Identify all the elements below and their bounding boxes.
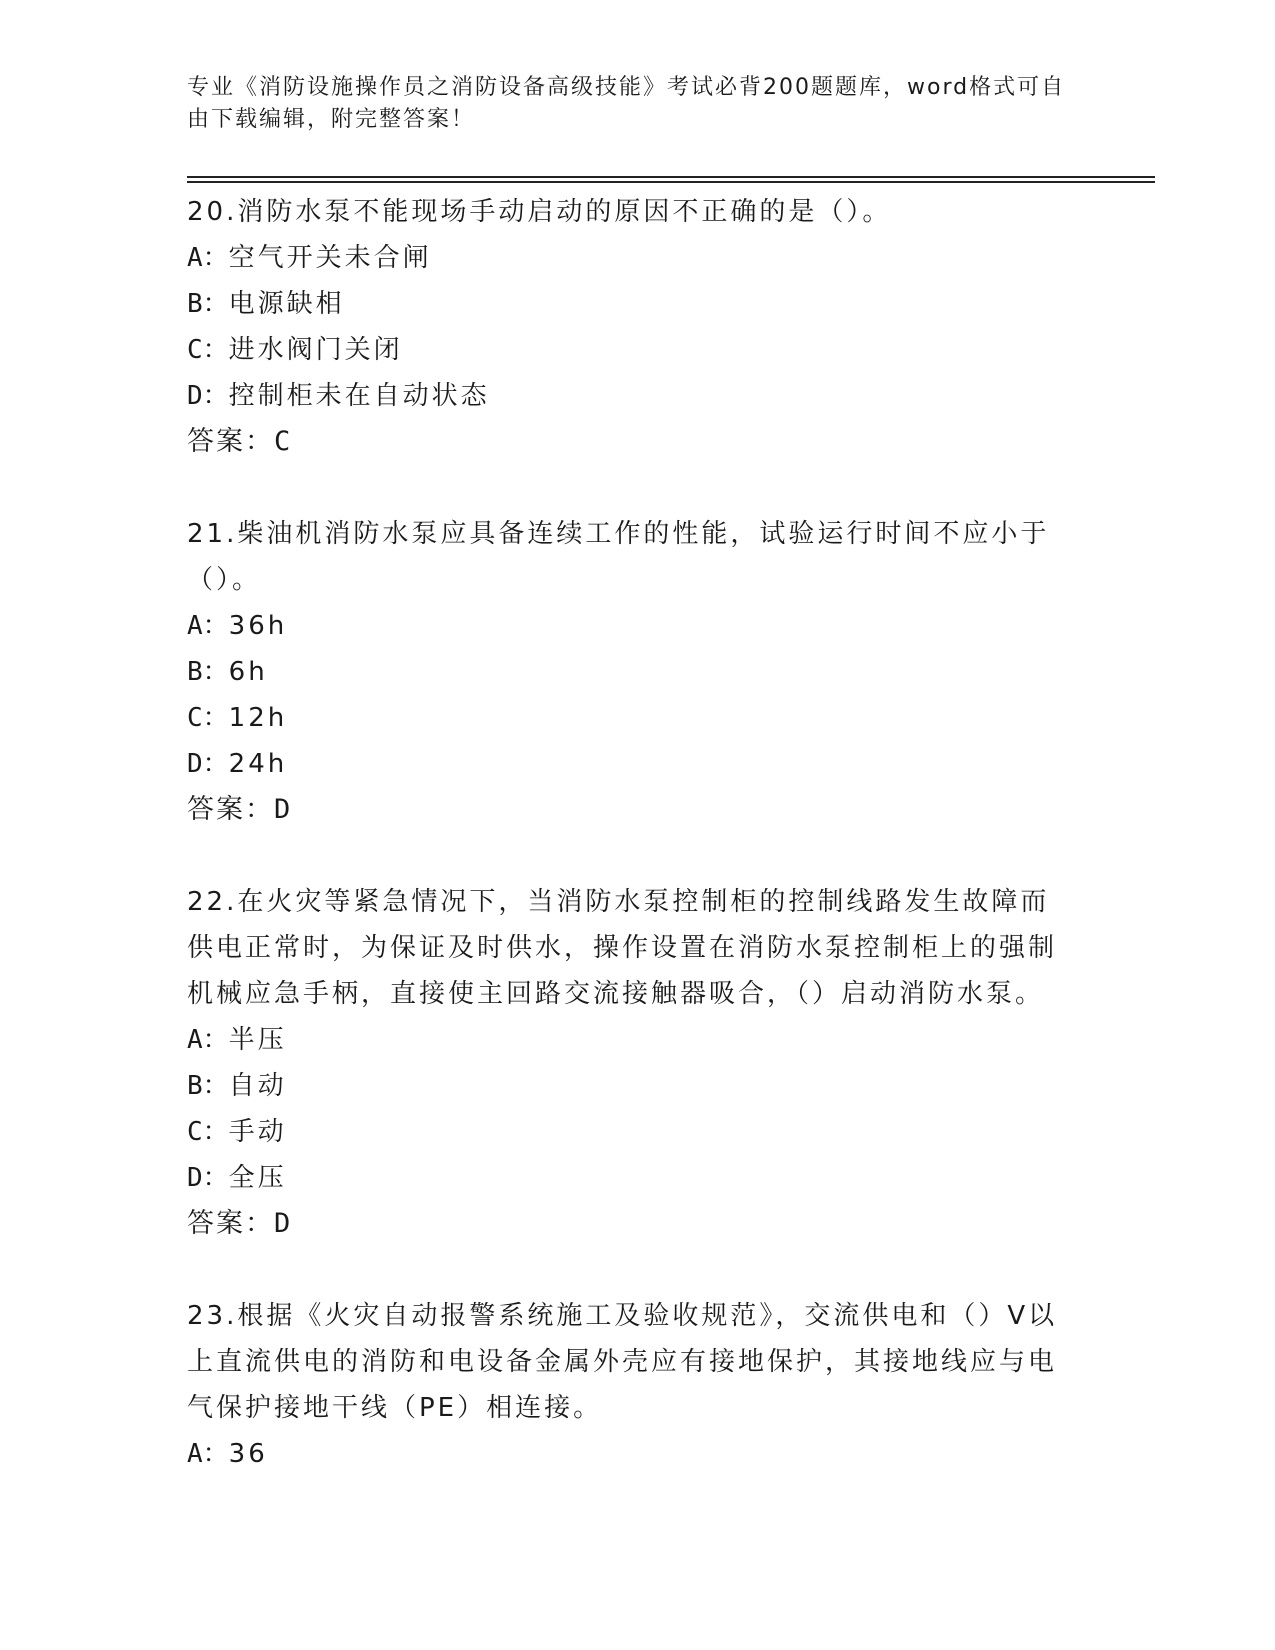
answer-label: 答案： bbox=[187, 426, 274, 457]
option-text: 36 bbox=[228, 1439, 268, 1469]
answer-line bbox=[187, 1201, 1087, 1247]
option-letter: D： bbox=[187, 749, 229, 779]
question-stem: 20.消防水泵不能现场手动启动的原因不正确的是（）。 bbox=[187, 197, 892, 227]
document-intro: 专业《消防设施操作员之消防设备高级技能》考试必背200题题库，word格式可自由下载编辑，附完整答案！ bbox=[187, 75, 1066, 132]
option-text: 6h bbox=[228, 657, 268, 687]
answer-line bbox=[187, 419, 1087, 465]
option-b bbox=[187, 281, 1087, 327]
option-c bbox=[187, 1109, 1087, 1155]
option-letter: D： bbox=[187, 381, 229, 411]
option-text: 12h bbox=[228, 703, 288, 733]
answer-value: D bbox=[274, 1208, 293, 1239]
question-item bbox=[187, 511, 1087, 833]
option-text: 自动 bbox=[228, 1071, 287, 1101]
question-stem: 23.根据《火灾自动报警系统施工及验收规范》，交流供电和（）V以上直流供电的消防和电设备金属外壳应有接地保护，其接地线应与电气保护接地干线（PE）相连接。 bbox=[187, 1301, 1058, 1423]
question-stem: 22.在火灾等紧急情况下，当消防水泵控制柜的控制线路发生故障而供电正常时，为保证及时供水，操作设置在消防水泵控制柜上的强制机械应急手柄，直接使主回路交流接触器吸合，（）启动消防水泵。 bbox=[187, 887, 1058, 1009]
header-divider-bottom bbox=[187, 181, 1155, 183]
option-letter: C： bbox=[187, 335, 229, 365]
option-letter: D： bbox=[187, 1163, 229, 1193]
option-c bbox=[187, 327, 1087, 373]
question-list bbox=[187, 189, 1087, 1523]
option-text: 全压 bbox=[228, 1163, 287, 1193]
question-item bbox=[187, 1293, 1087, 1477]
option-text: 控制柜未在自动状态 bbox=[228, 381, 490, 411]
option-a bbox=[187, 1431, 1087, 1477]
option-letter: A： bbox=[187, 611, 229, 641]
question-stem: 21.柴油机消防水泵应具备连续工作的性能，试验运行时间不应小于（）。 bbox=[187, 519, 1050, 595]
option-d bbox=[187, 1155, 1087, 1201]
option-letter: C： bbox=[187, 1117, 229, 1147]
option-letter: A： bbox=[187, 1025, 229, 1055]
option-letter: B： bbox=[187, 289, 229, 319]
option-letter: B： bbox=[187, 1071, 229, 1101]
option-d bbox=[187, 741, 1087, 787]
answer-label: 答案： bbox=[187, 794, 274, 825]
option-text: 半压 bbox=[228, 1025, 287, 1055]
option-text: 24h bbox=[228, 749, 288, 779]
option-letter: A： bbox=[187, 1439, 229, 1469]
option-text: 空气开关未合闸 bbox=[228, 243, 432, 273]
header-divider-top bbox=[187, 176, 1155, 178]
answer-value: D bbox=[274, 794, 293, 825]
option-c bbox=[187, 695, 1087, 741]
option-d bbox=[187, 373, 1087, 419]
option-text: 进水阀门关闭 bbox=[228, 335, 403, 365]
answer-value: C bbox=[274, 426, 293, 457]
option-b bbox=[187, 1063, 1087, 1109]
question-item bbox=[187, 189, 1087, 465]
option-b bbox=[187, 649, 1087, 695]
answer-label: 答案： bbox=[187, 1208, 274, 1239]
answer-line bbox=[187, 787, 1087, 833]
option-text: 36h bbox=[228, 611, 288, 641]
option-letter: B： bbox=[187, 657, 229, 687]
question-item bbox=[187, 879, 1087, 1247]
option-letter: A： bbox=[187, 243, 229, 273]
option-a bbox=[187, 235, 1087, 281]
option-letter: C： bbox=[187, 703, 229, 733]
option-text: 手动 bbox=[228, 1117, 287, 1147]
option-a bbox=[187, 1017, 1087, 1063]
option-a bbox=[187, 603, 1087, 649]
option-text: 电源缺相 bbox=[228, 289, 345, 319]
